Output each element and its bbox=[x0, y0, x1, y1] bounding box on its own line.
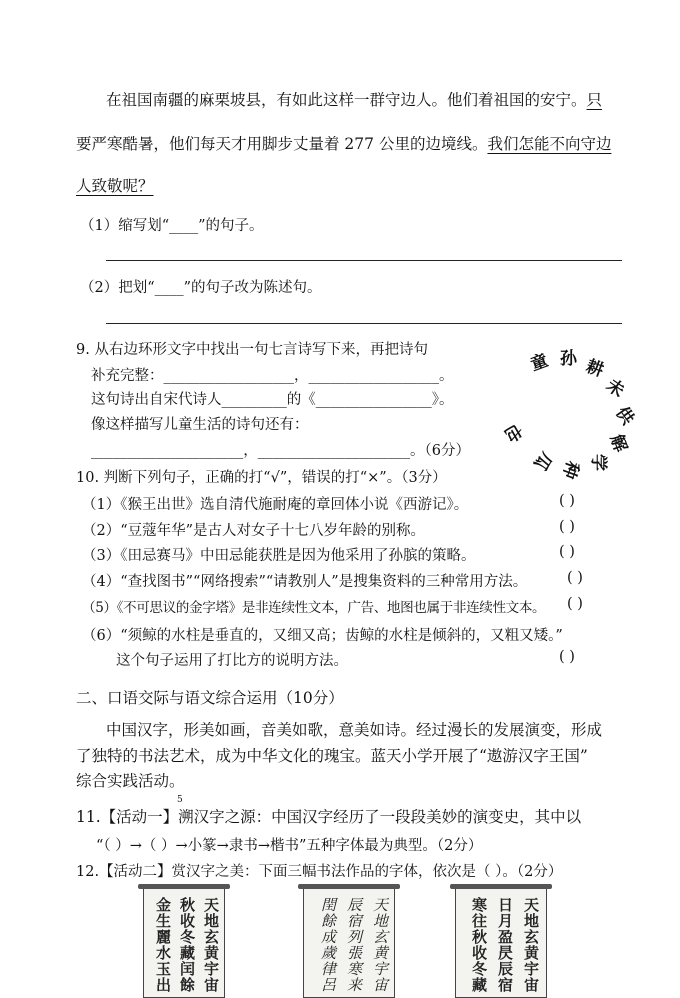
scroll-column: 日月盈昃辰宿 bbox=[496, 897, 514, 993]
q11-line1: 11.【活动一】溯汉字之源：中国汉字经历了一段段美妙的演变史，其中以 bbox=[76, 808, 582, 826]
answer-line[interactable] bbox=[106, 260, 622, 261]
scroll-rod bbox=[298, 884, 400, 889]
ring-char: 供 bbox=[611, 403, 638, 429]
q10-item-4: （4）“查找图书”“网络搜索”“请教别人”是搜集资料的三种常用方法。 bbox=[82, 574, 528, 590]
q12-line1[interactable]: 12.【活动二】赏汉字之美：下面三幅书法作品的字体，依次是（ ）。（2分） bbox=[76, 864, 563, 880]
q8-sub1: （1）缩写划“____”的句子。 bbox=[80, 218, 264, 234]
ring-char: 也 bbox=[500, 419, 526, 446]
passage-underlined-text: 人致敬呢？ bbox=[76, 177, 154, 195]
answer-paren[interactable]: ( ) bbox=[559, 544, 575, 560]
q9-line5[interactable]: _____________________，_____________________。（6分） bbox=[91, 443, 470, 459]
q9-line3[interactable]: 这句诗出自宋代诗人_________的《________________》。 bbox=[91, 392, 454, 408]
ring-char: 童 bbox=[527, 350, 551, 376]
scroll-column: 天地玄黄宇宙 bbox=[371, 897, 387, 993]
ring-char: 瓜 bbox=[529, 447, 556, 474]
circular-poem-text bbox=[492, 340, 642, 482]
scroll-column: 寒往秋收冬藏 bbox=[470, 897, 488, 993]
q9-line4: 像这样描写儿童生活的诗句还有： bbox=[91, 417, 309, 433]
passage-text: 在祖国南疆的麻栗坡县，有如此这样一群守边人。他们着祖国的安宁。 bbox=[106, 91, 587, 109]
answer-paren[interactable]: ( ) bbox=[559, 493, 575, 509]
ring-char: 孙 bbox=[560, 349, 577, 369]
q10-item-6: （6）“须鲸的水柱是垂直的，又细又高；齿鲸的水柱是倾斜的，又粗又矮。” bbox=[82, 628, 563, 644]
answer-paren[interactable]: ( ) bbox=[559, 519, 575, 535]
q9-line2[interactable]: 补充完整：__________________，__________________。 bbox=[91, 368, 454, 384]
calligraphy-scroll-3 bbox=[455, 886, 547, 998]
passage-line-3 bbox=[76, 174, 154, 196]
scroll-rod bbox=[450, 884, 552, 889]
q10-item-3: （3）《田忌赛马》中田忌能获胜是因为他采用了孙膑的策略。 bbox=[82, 548, 476, 564]
answer-paren[interactable]: ( ) bbox=[559, 649, 575, 665]
scroll-column: 秋收冬藏闰餘 bbox=[178, 897, 196, 993]
q9-line1: 9. 从右边环形文字中找出一句七言诗写下来，再把诗句 bbox=[76, 342, 428, 358]
ring-char: 学 bbox=[588, 454, 608, 471]
answer-paren[interactable]: ( ) bbox=[567, 596, 583, 612]
q11-line2[interactable]: “（ ）→（ ）→小篆→隶书→楷书”五种字体最为典型。（2分） bbox=[96, 838, 483, 854]
q10-item-2: （2）“豆蔻年华”是古人对女子十七八岁年龄的别称。 bbox=[82, 523, 426, 539]
passage-underlined-text: 我们怎能不向守边 bbox=[487, 135, 612, 153]
q8-sub2: （2）把划“____”的句子改为陈述句。 bbox=[80, 280, 322, 296]
passage-text: 要严寒酷暑，他们每天才用脚步丈量着 277 公里的边境线。 bbox=[76, 135, 488, 153]
scroll-column: 辰宿列張寒来 bbox=[345, 897, 361, 993]
q10-item-5: （5）《不可思议的金字塔》是非连续性文本，广告、地图也属于非连续性文本。 bbox=[82, 600, 546, 616]
scroll-column: 天地玄黄宇宙 bbox=[522, 897, 540, 993]
answer-line[interactable] bbox=[106, 323, 622, 324]
scroll-rod bbox=[138, 884, 230, 889]
small-mark: 5 bbox=[177, 795, 183, 805]
ring-char: 种 bbox=[557, 458, 583, 482]
section-intro-line3: 综合实践活动。 bbox=[76, 772, 185, 790]
ring-char: 耕 bbox=[583, 356, 607, 382]
section-heading: 二、口语交际与语文综合运用（10分） bbox=[76, 689, 344, 707]
scroll-column: 天地玄黄宇宙 bbox=[202, 897, 220, 993]
ring-char: 解 bbox=[605, 431, 631, 455]
passage-line-2 bbox=[76, 132, 611, 154]
calligraphy-scroll-2 bbox=[303, 886, 395, 998]
calligraphy-scroll-1 bbox=[143, 886, 225, 998]
scroll-column: 金生麗水玉出 bbox=[154, 897, 172, 993]
scroll-column: 閏餘成歲律呂 bbox=[319, 897, 335, 993]
passage-underlined-text: 只 bbox=[586, 91, 603, 109]
answer-paren[interactable]: ( ) bbox=[567, 570, 583, 586]
q10-title: 10. 判断下列句子，正确的打“√”，错误的打“×”。（3分） bbox=[76, 470, 447, 486]
q10-item-1: （1）《猴王出世》选自清代施耐庵的章回体小说《西游记》。 bbox=[82, 497, 469, 513]
q10-item-6-cont: 这个句子运用了打比方的说明方法。 bbox=[116, 653, 348, 669]
section-intro-line2: 了独特的书法艺术，成为中华文化的瑰宝。蓝天小学开展了“遨游汉字王国” bbox=[76, 747, 588, 765]
passage-line-1 bbox=[106, 88, 602, 110]
section-intro-line1: 中国汉字，形美如画，音美如歌，意美如诗。经过漫长的发展演变，形成 bbox=[106, 721, 603, 739]
ring-char: 未 bbox=[602, 375, 628, 402]
